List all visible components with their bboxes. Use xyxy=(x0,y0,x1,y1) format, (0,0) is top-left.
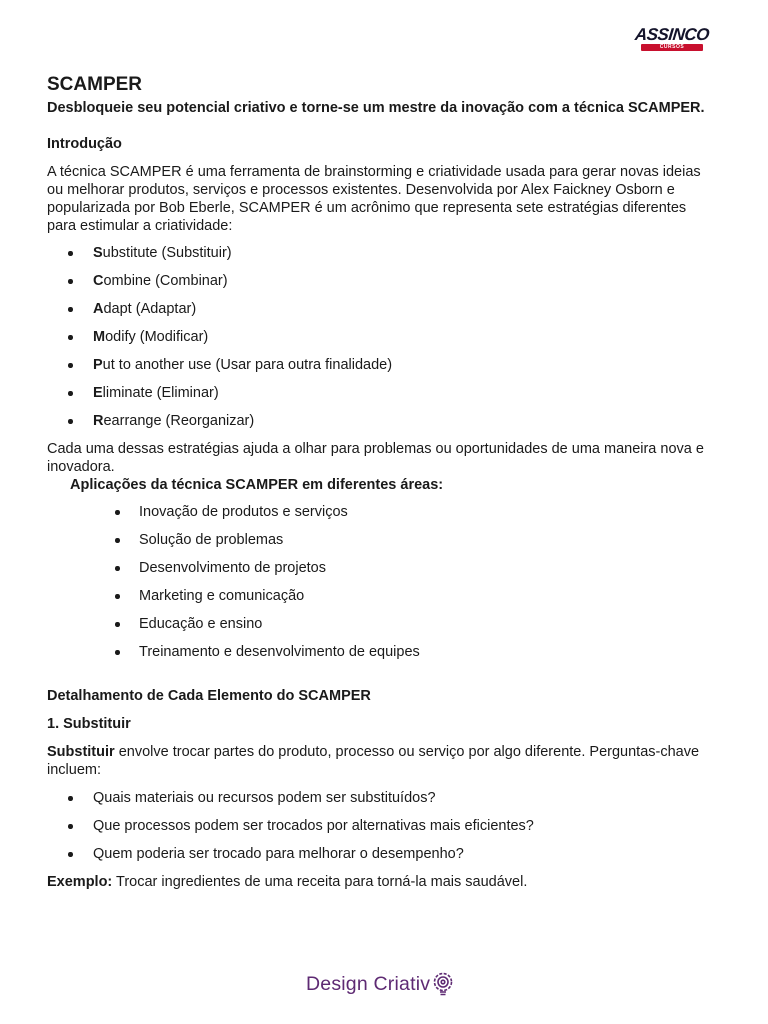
intro-paragraph: A técnica SCAMPER é uma ferramenta de brainstorming e criatividade usada para gerar novas ideias ou melhorar produtos, serviços e processos existentes. Desenvolvida por Alex Faickney Osborn e popularizada por Bob Eberle, SCAMPER é um acrônimo que representa sete estratégias diferentes para estimular a criatividade: xyxy=(47,164,701,234)
applications-heading: Aplicações da técnica SCAMPER em diferentes áreas: xyxy=(70,477,444,493)
list-item: Substitute (Substituir) xyxy=(47,244,707,262)
list-item: Educação e ensino xyxy=(47,615,707,633)
logo-subtext: CURSOS xyxy=(641,44,703,51)
list-item: Combine (Combinar) xyxy=(47,272,707,290)
page-subtitle: Desbloqueie seu potencial criativo e torne-se um mestre da inovação com a técnica SCAMPER. xyxy=(47,100,705,116)
footer-text: Design Criativ xyxy=(306,972,431,995)
list-item: Que processos podem ser trocados por alternativas mais eficientes? xyxy=(47,817,707,835)
list-item: Rearrange (Reorganizar) xyxy=(47,412,707,430)
details-heading: Detalhamento de Cada Elemento do SCAMPER xyxy=(47,688,371,704)
list-item: Quem poderia ser trocado para melhorar o desempenho? xyxy=(47,845,707,863)
list-item: Put to another use (Usar para outra finalidade) xyxy=(47,356,707,374)
list-item: Eliminate (Eliminar) xyxy=(47,384,707,402)
list-item: Desenvolvimento de projetos xyxy=(47,559,707,577)
document-body xyxy=(47,74,707,891)
footer-brand xyxy=(306,971,455,997)
substituir-paragraph: Substituir envolve trocar partes do produto, processo ou serviço por algo diferente. Perguntas-chave incluem: xyxy=(47,744,700,778)
strategies-list xyxy=(47,244,707,430)
list-item: Marketing e comunicação xyxy=(47,587,707,605)
substituir-questions xyxy=(47,789,707,863)
lightbulb-gear-icon xyxy=(431,971,455,997)
list-item: Solução de problemas xyxy=(47,531,707,549)
list-item: Inovação de produtos e serviços xyxy=(47,503,707,521)
substituir-heading: 1. Substituir xyxy=(47,716,131,732)
list-item: Treinamento e desenvolvimento de equipes xyxy=(47,643,707,661)
list-item: Modify (Modificar) xyxy=(47,328,707,346)
applications-list xyxy=(47,503,707,661)
intro-heading: Introdução xyxy=(47,136,122,152)
list-item: Adapt (Adaptar) xyxy=(47,300,707,318)
logo-text: ASSINCO xyxy=(634,25,710,44)
substituir-example: Exemplo: Trocar ingredientes de uma receita para torná-la mais saudável. xyxy=(47,874,528,890)
page-title: SCAMPER xyxy=(47,74,143,95)
assinco-logo xyxy=(626,26,718,51)
list-item: Quais materiais ou recursos podem ser substituídos? xyxy=(47,789,707,807)
intro-closing: Cada uma dessas estratégias ajuda a olhar para problemas ou oportunidades de uma maneira nova e inovadora. xyxy=(47,441,704,475)
